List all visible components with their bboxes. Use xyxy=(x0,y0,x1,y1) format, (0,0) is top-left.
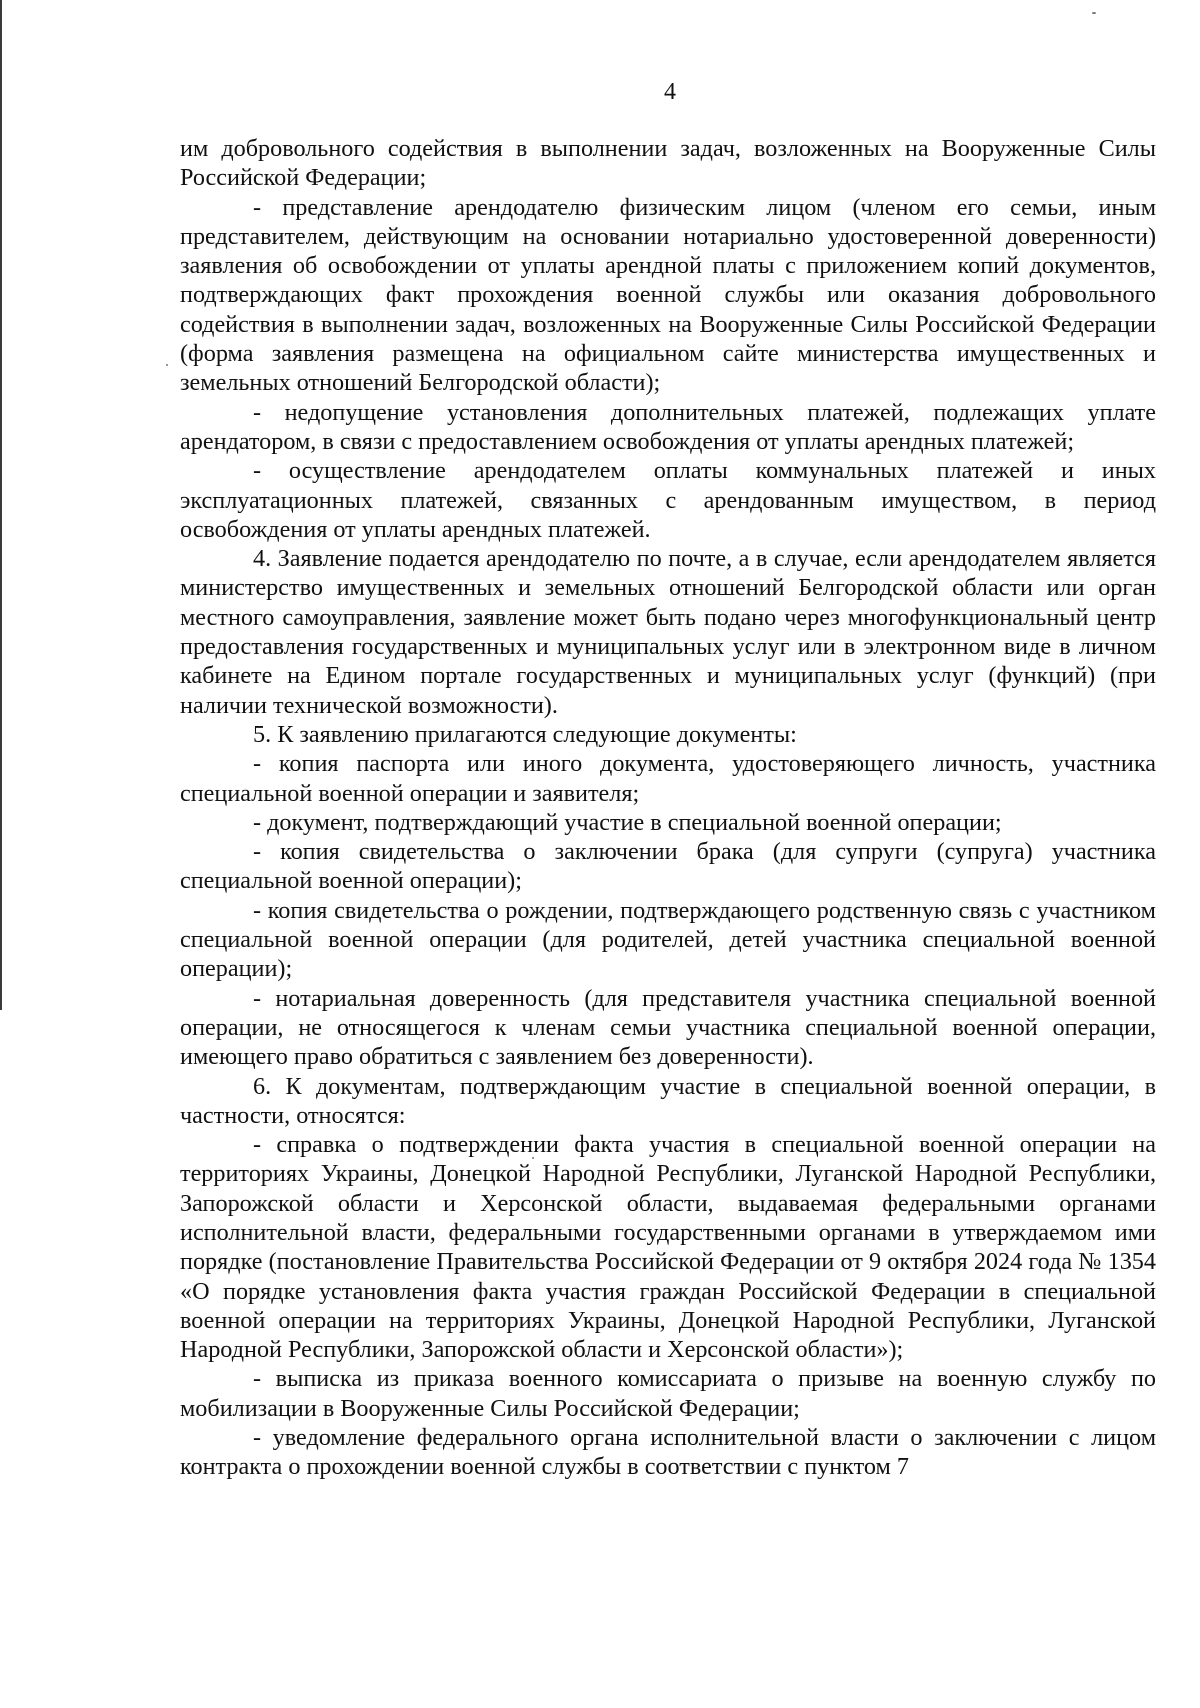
scan-speck xyxy=(1092,12,1096,14)
paragraph: - копия свидетельства о рождении, подтверждающего родственную связь с участником специальной военной операции (для родителей, детей участника специальной военной операции); xyxy=(180,896,1156,983)
document-body xyxy=(180,134,1156,1482)
paragraph: - копия паспорта или иного документа, удостоверяющего личность, участника специальной военной операции и заявителя; xyxy=(180,750,1156,807)
paragraph: - копия свидетельства о заключении брака (для супруги (супруга) участника специальной военной операции); xyxy=(180,838,1156,895)
paragraph: - справка о подтверждении факта участия в специальной военной операции на территориях Украины, Донецкой Народной Республики, Луганской Народной Республики, Запорожской области и Херсонской области, выдаваемая федеральными органами исполнительной власти, федеральными государственными органами в утверждаемом ими порядке (постановление Правительства Российской Федерации от 9 октября 2024 года № 1354 «О порядке установления факта участия граждан Российской Федерации в специальной военной операции на территориях Украины, Донецкой Народной Республики, Луганской Народной Республики, Запорожской области и Херсонской области»); xyxy=(180,1131,1156,1364)
paragraph: им добровольного содействия в выполнении задач, возложенных на Вооруженные Силы Российской Федерации; xyxy=(180,135,1156,192)
paragraph: 6. К документам, подтверждающим участие в специальной военной операции, в частности, относятся: xyxy=(180,1072,1156,1129)
paragraph: - выписка из приказа военного комиссариата о призыве на военную службу по мобилизации в Вооруженные Силы Российской Федерации; xyxy=(180,1365,1156,1422)
paragraph: - нотариальная доверенность (для представителя участника специальной военной операции, не относящегося к членам семьи участника специальной военной операции, имеющего право обратиться с заявлением без доверенности). xyxy=(180,984,1156,1071)
page-number: 4 xyxy=(664,79,676,105)
paragraph: 5. К заявлению прилагаются следующие документы: xyxy=(253,720,797,748)
scan-edge-shadow xyxy=(0,0,2,1010)
paragraph: - уведомление федерального органа исполнительной власти о заключении с лицом контракта о прохождении военной службы в соответствии с пунктом 7 xyxy=(180,1424,1156,1481)
paragraph: - недопущение установления дополнительных платежей, подлежащих уплате арендатором, в связи с предоставлением освобождения от уплаты арендных платежей; xyxy=(180,398,1156,455)
paragraph: - документ, подтверждающий участие в специальной военной операции; xyxy=(253,808,1002,836)
paragraph: 4. Заявление подается арендодателю по почте, а в случае, если арендодателем является министерство имущественных и земельных отношений Белгородской области или орган местного самоуправления, заявление может быть подано через многофункциональный центр предоставления государственных и муниципальных услуг или в электронном виде в личном кабинете на Едином портале государственных и муниципальных услуг (функций) (при наличии технической возможности). xyxy=(180,545,1156,719)
scan-speck xyxy=(166,364,168,366)
paragraph: - представление арендодателю физическим лицом (членом его семьи, иным представителем, действующим на основании нотариально удостоверенной доверенности) заявления об освобождении от уплаты арендной платы с приложением копий документов, подтверждающих факт прохождения военной службы или оказания добровольного содействия в выполнении задач, возложенных на Вооруженные Силы Российской Федерации (форма заявления размещена на официальном сайте министерства имущественных и земельных отношений Белгородской области); xyxy=(180,193,1156,397)
paragraph: - осуществление арендодателем оплаты коммунальных платежей и иных эксплуатационных платежей, связанных с арендованным имуществом, в период освобождения от уплаты арендных платежей. xyxy=(180,457,1156,543)
